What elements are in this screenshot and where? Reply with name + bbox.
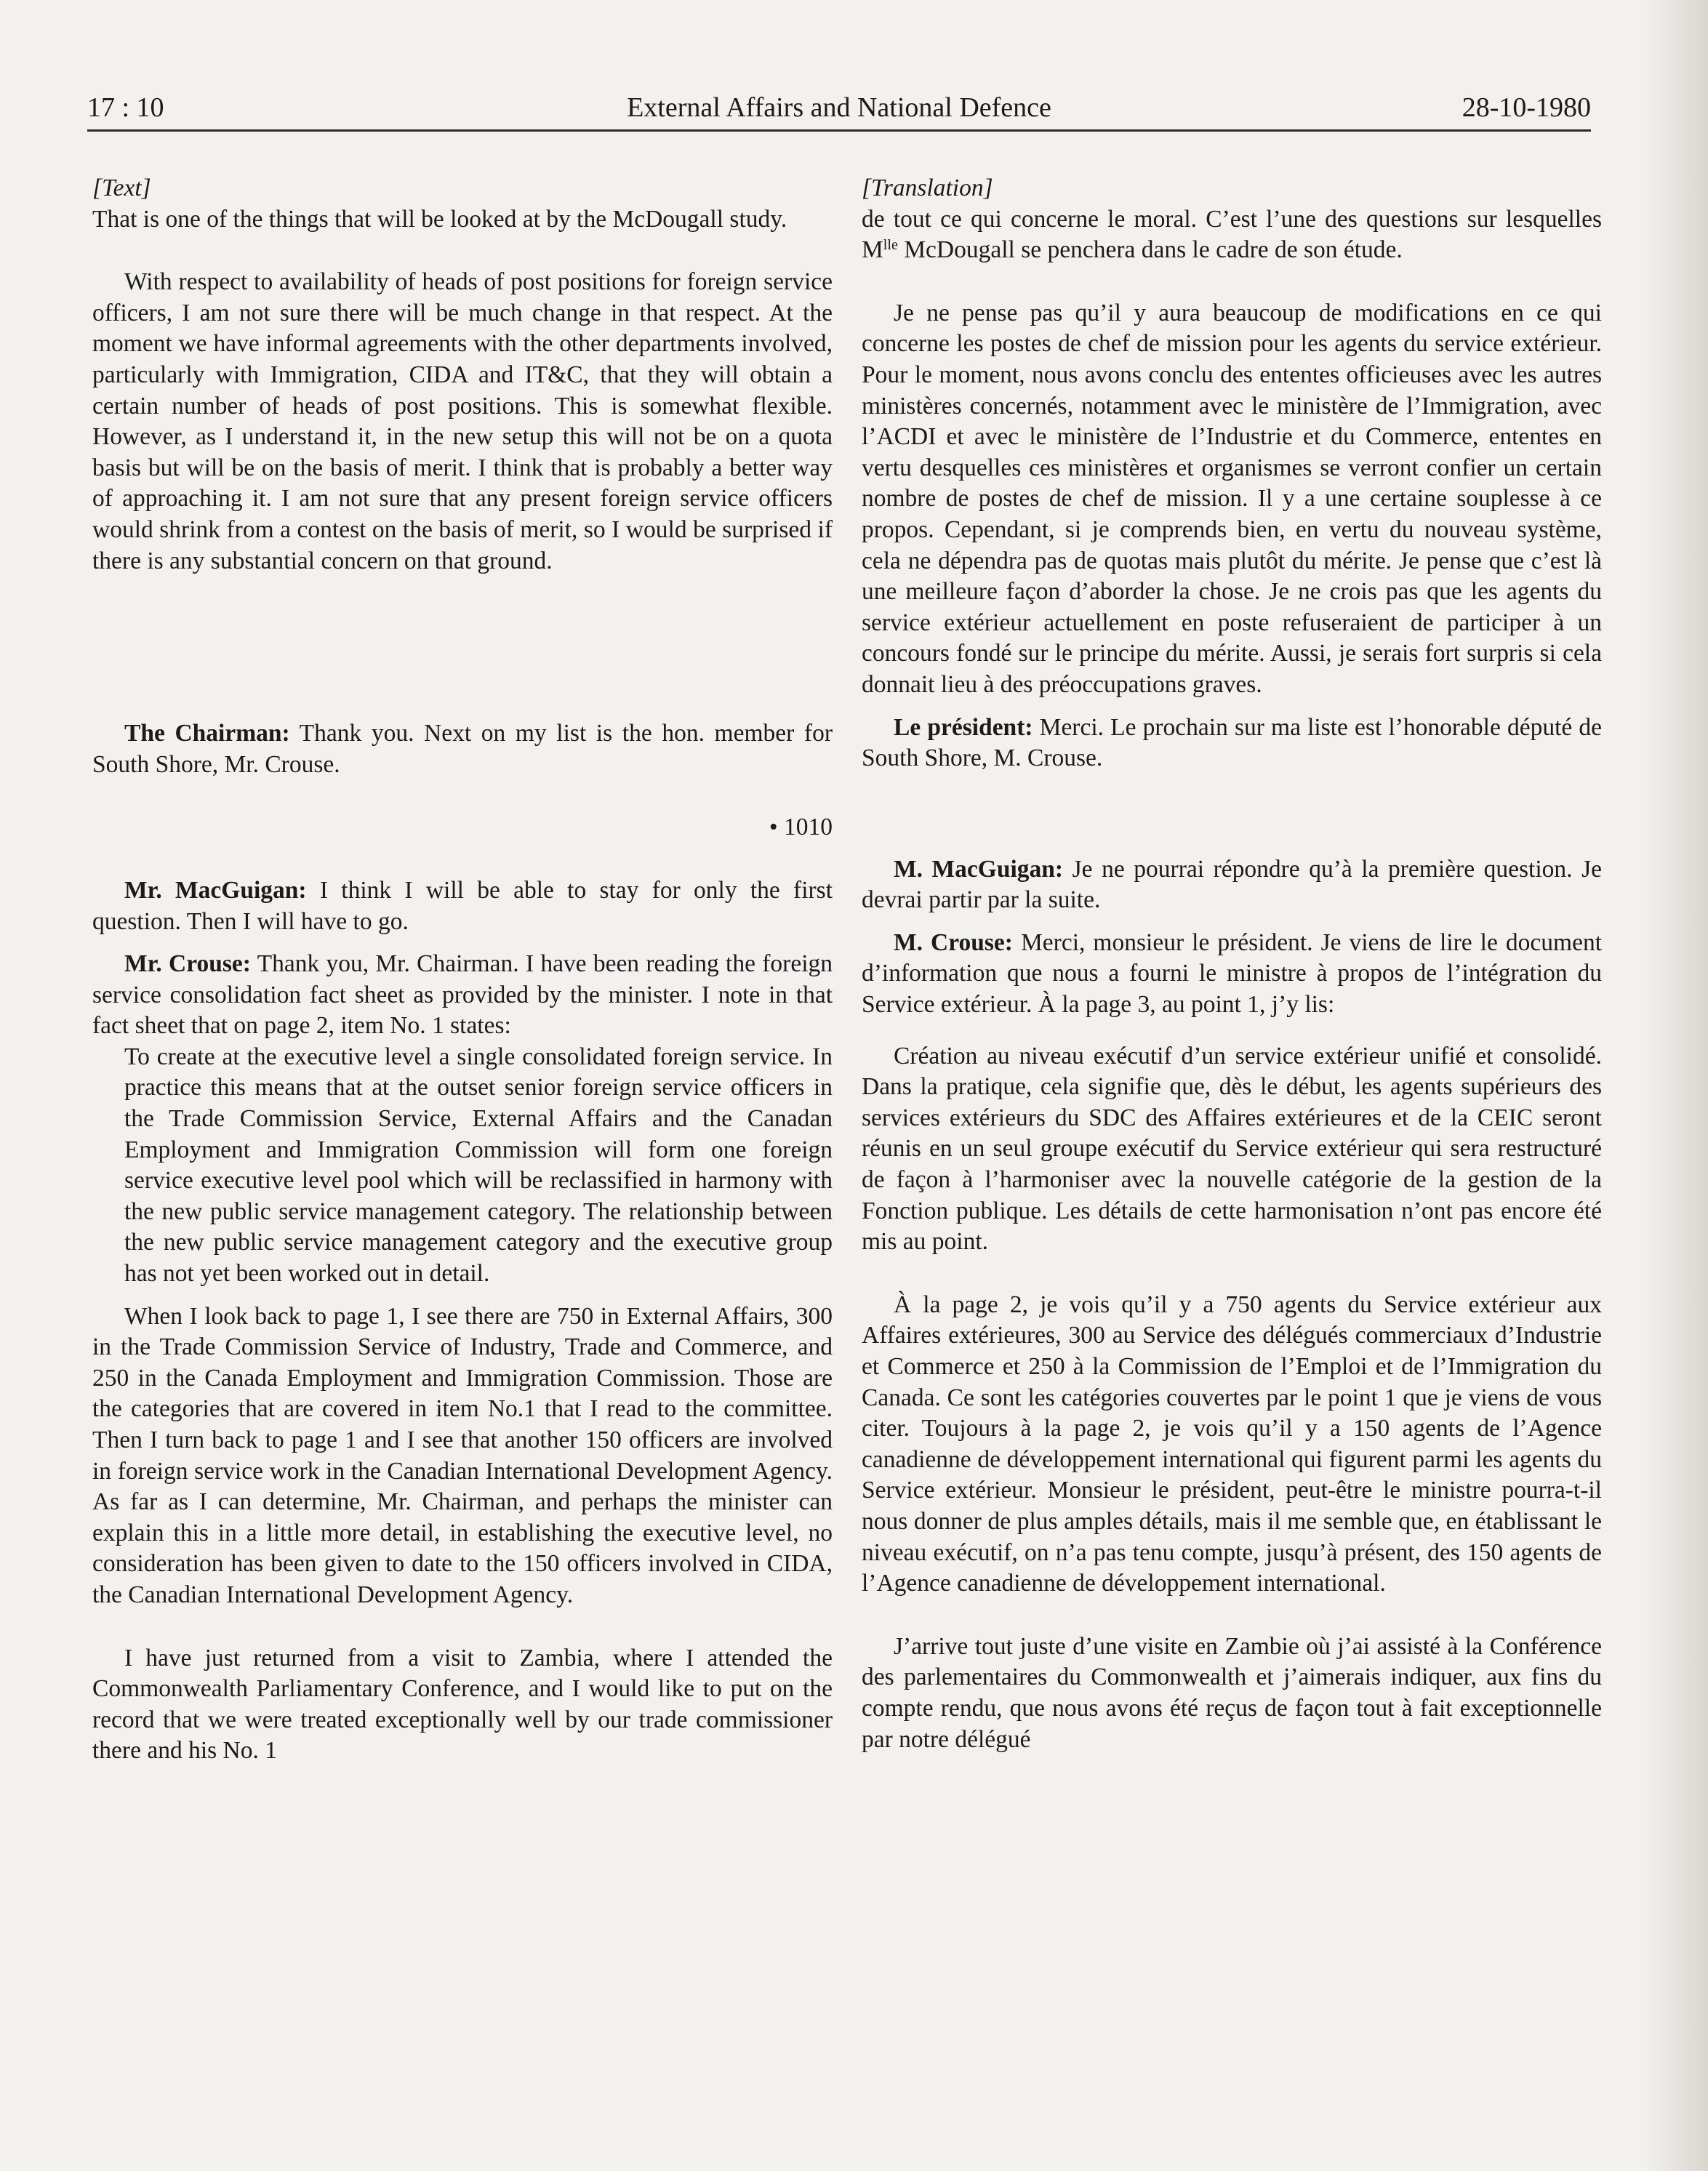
- text-run: McDougall se penchera dans le cadre de son étude.: [897, 236, 1403, 264]
- statement-text: Thank you. Next on my list is the hon. member for South Shore, Mr. Crouse.: [92, 720, 833, 778]
- page-number: 17 : 10: [87, 92, 164, 123]
- chairman-statement: [92, 718, 833, 780]
- text-label: [Text]: [92, 174, 151, 201]
- president-statement: [862, 713, 1602, 774]
- paragraph: When I look back to page 1, I see there are 750 in External Affairs, 300 in the Trade Commission Service of Industry, Trade and Commerce, and 250 in the Canada Employment and Immigration Commission. Those are the categories that are covered in item No.1 that I read to the committee. Then I turn back to page 1 and I see that another 150 officers are involved in foreign service work in the Canadian International Development Agency. As far as I can determine, Mr. Chairman, and perhaps the minister can explain this in a little more detail, in establishing the executive level, no consideration has been given to date to the 150 officers involved in CIDA, the Canadian International Development Agency.: [92, 1302, 833, 1608]
- translation-label: [Translation]: [862, 174, 993, 201]
- macguigan-statement: [92, 875, 833, 937]
- paragraph: With respect to availability of heads of post positions for foreign service officers, I am not sure there will be much change in that respect. At the moment we have informal agreements with the other departments involved, particularly with Immigration, CIDA and IT&C, that they will obtain a certain number of heads of post positions. This is somewhat flexible. However, as I understand it, in the new setup this will not be on a quota basis but will be on the basis of merit. I think that is probably a better way of approaching it. I am not sure that any present foreign service officers would shrink from a contest on the basis of merit, so I would be surprised if there is any substantial concern on that ground.: [92, 268, 833, 574]
- paragraph: À la page 2, je vois qu’il y a 750 agents du Service extérieur aux Affaires extérieures, 300 au Service des délégués commerciaux d’Industrie et Commerce et 250 à la Commission de l’Emploi et de l’Immigration du Canada. Ce sont les catégories couvertes par le point 1 que je viens de vous citer. Toujours à la page 2, je vois qu’il y a 150 agents de l’Agence canadienne de développement international qui figurent parmi les agents du Service extérieur. Monsieur le président, peut-être le ministre pourra-t-il nous donner de plus amples détails, mais il me semble que, en établissant le niveau exécutif, on n’a pas tenu compte, jusqu’à présent, des 150 agents de l’Agence canadienne de développement international.: [862, 1291, 1602, 1597]
- statement-text: Merci, monsieur le président. Je viens de lire le document d’information que nous a fourni le ministre à propos de l’intégration du Service extérieur. À la page 3, au point 1, j’y lis:: [862, 928, 1603, 1019]
- statement-text: Thank you, Mr. Chairman. I have been reading the foreign service consolidation fact sheet as provided by the minister. I note in that fact sheet that on page 2, item No. 1 states:: [92, 950, 833, 1040]
- english-column: [92, 173, 833, 1767]
- paragraph: [862, 204, 1602, 266]
- running-title: External Affairs and National Defence: [627, 92, 1051, 123]
- text-run: de tout ce qui concerne le moral. C’est l’une des questions sur lesquelles M: [862, 205, 1602, 264]
- page-binding-edge: [1643, 0, 1708, 2171]
- macguigan-statement: [862, 854, 1602, 916]
- paragraph: That is one of the things that will be looked at by the McDougall study.: [92, 205, 787, 233]
- quoted-passage: To create at the executive level a single consolidated foreign service. In practice this means that at the outset senior foreign service officers in the Trade Commission Service, External Affairs and the Canadan Employment and Immigration Commission will form one foreign service executive level pool which will be reclassified in harmony with the new public service management category. The relationship between the new public service management category and the executive group has not yet been worked out in detail.: [124, 1043, 833, 1288]
- statement-text: Je ne pourrai répondre qu’à la première question. Je devrai partir par la suite.: [862, 855, 1602, 914]
- speaker-name: M. Crouse:: [894, 928, 1013, 956]
- statement-text: I think I will be able to stay for only the first question. Then I will have to go.: [92, 876, 833, 935]
- header-date: 28-10-1980: [1462, 92, 1591, 123]
- crouse-statement: [92, 949, 833, 1042]
- french-column: [862, 173, 1602, 1755]
- speaker-name: M. MacGuigan:: [894, 855, 1064, 883]
- speaker-name: Le président:: [894, 713, 1033, 741]
- page-header: [87, 86, 1591, 132]
- paragraph: I have just returned from a visit to Zambia, where I attended the Commonwealth Parliamentary Conference, and I would like to put on the record that we were treated exceptionally well by our trade commissioner there and his No. 1: [92, 1644, 833, 1765]
- speaker-name: Mr. Crouse:: [124, 950, 251, 978]
- statement-text: Merci. Le prochain sur ma liste est l’honorable député de South Shore, M. Crouse.: [862, 713, 1603, 772]
- paragraph: Je ne pense pas qu’il y aura beaucoup de modifications en ce qui concerne les postes de chef de mission pour les agents du service extérieur. Pour le moment, nous avons conclu des ententes officieuses avec les autres ministères concernés, notamment avec le ministère de l’Immigration, avec l’ACDI et avec le ministère de l’Industrie et du Commerce, ententes en vertu desquelles ces ministères et organismes se verront confier un certain nombre de postes de chef de mission. Il y a une certaine souplesse à ce propos. Cependant, si je comprends bien, en vertu du nouveau système, cela ne dépendra pas de quotas mais plutôt du mérite. Je pense que c’est là une meilleure façon d’aborder la chose. Je ne crois pas que les agents du service extérieur actuellement en poste refuseraient de participer à un concours fondé sur le principe du mérite. Aussi, je serais fort surpris si cela donnait lieu à des préoccupations graves.: [862, 299, 1602, 698]
- quoted-passage: Création au niveau exécutif d’un service extérieur unifié et consolidé. Dans la pratique, cela signifie que, dès le début, les agents supérieurs des services extérieurs du SDC des Affaires extérieures et de la CEIC seront réunis en un seul groupe exécutif du Service extérieur qui sera restructuré de façon à l’harmoniser avec la nouvelle catégorie de la gestion de la Fonction publique. Les détails de cette harmonisation n’ont pas encore été mis au point.: [862, 1042, 1602, 1256]
- speaker-name: The Chairman:: [124, 720, 290, 747]
- superscript: lle: [883, 237, 898, 254]
- paragraph: J’arrive tout juste d’une visite en Zambie où j’ai assisté à la Conférence des parlementaires du Commonwealth et j’aimerais indiquer, aux fins du compte rendu, que nous avons été reçus de façon tout à fait exceptionnelle par notre délégué: [862, 1632, 1602, 1753]
- time-marker: • 1010: [769, 814, 833, 841]
- crouse-statement: [862, 928, 1602, 1021]
- speaker-name: Mr. MacGuigan:: [124, 876, 307, 904]
